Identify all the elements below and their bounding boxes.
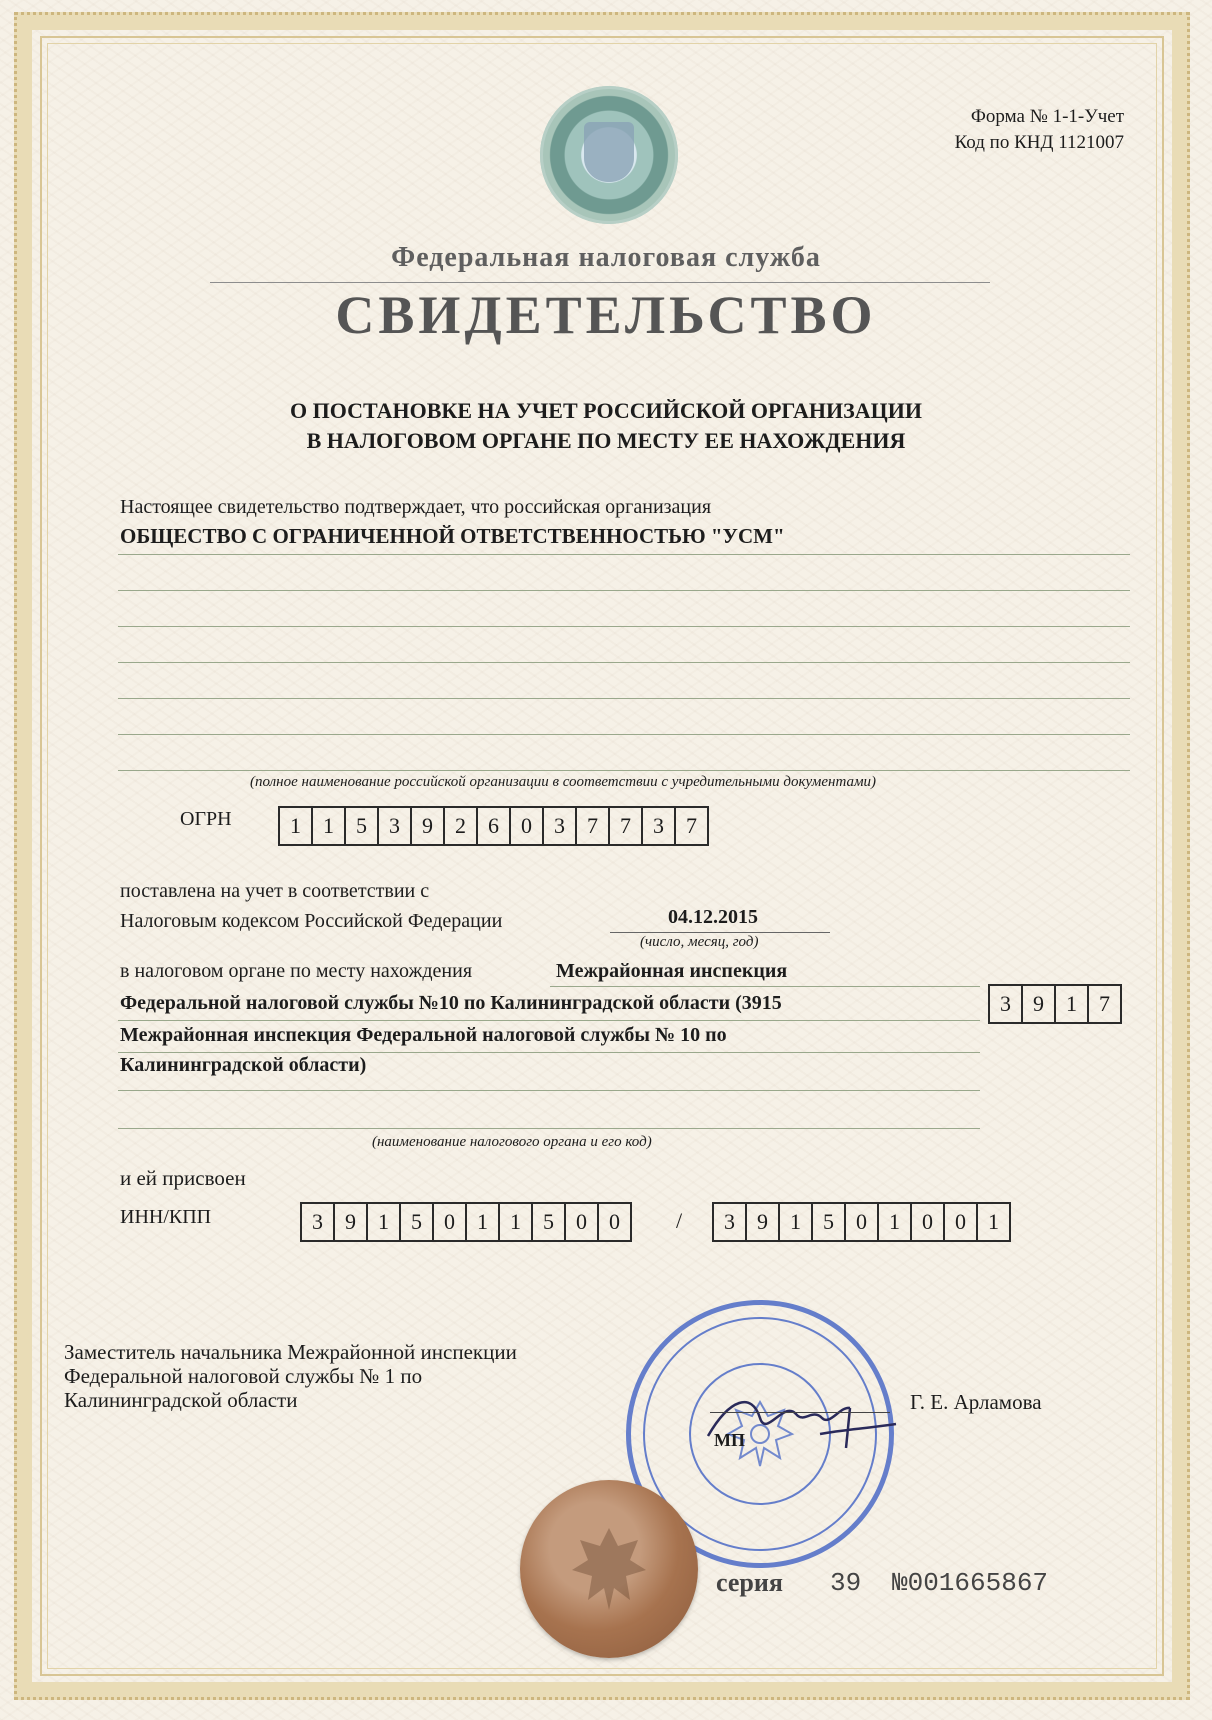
- authority-line4: Калининградской области): [120, 1054, 367, 1076]
- place-label: в налоговом органе по месту нахождения: [120, 960, 473, 982]
- date-line: [610, 932, 830, 933]
- ogrn-digit-cell: 5: [344, 806, 379, 846]
- coat-of-arms-icon: [584, 122, 634, 182]
- form-number: Форма № 1-1-Учет: [970, 106, 1124, 127]
- org-intro: Настоящее свидетельство подтверждает, что российская организация: [120, 496, 712, 518]
- authority-line1: Межрайонная инспекция: [556, 960, 788, 982]
- signatory-name: Г. Е. Арламова: [910, 1390, 1042, 1414]
- serial-number: №001665867: [892, 1568, 1049, 1598]
- inn-digit-cell: 0: [432, 1202, 467, 1242]
- assigned-label: и ей присвоен: [120, 1166, 246, 1190]
- serial-series: 39: [830, 1568, 862, 1598]
- tax-office-code-digit-cell: 9: [1021, 984, 1056, 1024]
- ogrn-digit-cell: 1: [311, 806, 346, 846]
- ogrn-digit-cell: 2: [443, 806, 478, 846]
- ogrn-digit-cell: 7: [575, 806, 610, 846]
- kpp-digit-cell: 0: [943, 1202, 978, 1242]
- page-title: СВИДЕТЕЛЬСТВО: [335, 285, 877, 345]
- tax-office-code-digit-cell: 3: [988, 984, 1023, 1024]
- org-line-5: [118, 698, 1130, 699]
- kpp-digit-cell: 1: [976, 1202, 1011, 1242]
- tax-office-code-digit-cell: 7: [1087, 984, 1122, 1024]
- ogrn-digit-cell: 7: [674, 806, 709, 846]
- org-line-3: [118, 626, 1130, 627]
- authority-rule-1: [550, 986, 980, 987]
- kpp-digit-cell: 1: [877, 1202, 912, 1242]
- authority-hint: (наименование налогового органа и его код): [372, 1134, 652, 1150]
- authority-rule-5: [118, 1128, 980, 1129]
- org-name: ОБЩЕСТВО С ОГРАНИЧЕННОЙ ОТВЕТСТВЕННОСТЬЮ "УСМ": [120, 524, 785, 548]
- tax-office-code-cells: [990, 984, 1122, 1024]
- ogrn-cells: [280, 806, 709, 846]
- org-name-hint: (полное наименование российской организации в соответствии с учредительными документами): [250, 774, 877, 790]
- subtitle-line2: В НАЛОГОВОМ ОРГАНЕ ПО МЕСТУ ЕЕ НАХОЖДЕНИЯ: [306, 428, 906, 453]
- ogrn-digit-cell: 7: [608, 806, 643, 846]
- kpp-cells: [714, 1202, 1011, 1242]
- kpp-digit-cell: 9: [745, 1202, 780, 1242]
- handwritten-signature: [700, 1378, 900, 1468]
- ogrn-digit-cell: 0: [509, 806, 544, 846]
- authority-rule-3: [118, 1052, 980, 1053]
- kpp-digit-cell: 0: [844, 1202, 879, 1242]
- hologram-emblem: [540, 86, 678, 224]
- org-line-6: [118, 734, 1130, 735]
- authority-line2: Федеральной налоговой службы №10 по Калининградской области (3915: [120, 992, 782, 1014]
- kpp-digit-cell: 5: [811, 1202, 846, 1242]
- registration-line2: Налоговым кодексом Российской Федерации: [120, 910, 503, 932]
- kpp-digit-cell: 1: [778, 1202, 813, 1242]
- ogrn-digit-cell: 1: [278, 806, 313, 846]
- ogrn-label: ОГРН: [180, 808, 232, 830]
- inn-digit-cell: 0: [564, 1202, 599, 1242]
- inn-digit-cell: 1: [498, 1202, 533, 1242]
- stamp-place-mark: МП: [714, 1430, 745, 1450]
- authority-rule-4: [118, 1090, 980, 1091]
- authority-rule-2: [118, 1020, 980, 1021]
- inn-digit-cell: 5: [531, 1202, 566, 1242]
- ogrn-digit-cell: 3: [542, 806, 577, 846]
- kpp-digit-cell: 0: [910, 1202, 945, 1242]
- date-hint: (число, месяц, год): [640, 934, 759, 950]
- service-name: Федеральная налоговая служба: [391, 242, 821, 273]
- registration-line1: поставлена на учет в соответствии с: [120, 880, 430, 902]
- ogrn-digit-cell: 9: [410, 806, 445, 846]
- inn-kpp-separator: /: [676, 1208, 683, 1233]
- inn-digit-cell: 3: [300, 1202, 335, 1242]
- org-line-7: [118, 770, 1130, 771]
- knd-code: Код по КНД 1121007: [954, 132, 1124, 153]
- org-line-4: [118, 662, 1130, 663]
- signature-line: [710, 1412, 890, 1413]
- inn-digit-cell: 0: [597, 1202, 632, 1242]
- serial-label: серия: [716, 1568, 783, 1597]
- org-line-1: [118, 554, 1130, 555]
- inn-digit-cell: 5: [399, 1202, 434, 1242]
- eagle-icon: [566, 1520, 652, 1616]
- inn-kpp-label: ИНН/КПП: [120, 1206, 212, 1228]
- inn-digit-cell: 9: [333, 1202, 368, 1242]
- inn-cells: [302, 1202, 632, 1242]
- ogrn-digit-cell: 3: [377, 806, 412, 846]
- signatory-line3: Калининградской области: [64, 1388, 298, 1412]
- registration-date: 04.12.2015: [668, 906, 758, 928]
- signatory-line2: Федеральной налоговой службы № 1 по: [64, 1364, 423, 1388]
- ogrn-digit-cell: 3: [641, 806, 676, 846]
- tax-office-code-digit-cell: 1: [1054, 984, 1089, 1024]
- ogrn-digit-cell: 6: [476, 806, 511, 846]
- org-line-2: [118, 590, 1130, 591]
- authority-line3: Межрайонная инспекция Федеральной налоговой службы № 10 по: [120, 1024, 727, 1046]
- kpp-digit-cell: 3: [712, 1202, 747, 1242]
- header-rule: [210, 282, 990, 283]
- inn-digit-cell: 1: [366, 1202, 401, 1242]
- subtitle-line1: О ПОСТАНОВКЕ НА УЧЕТ РОССИЙСКОЙ ОРГАНИЗАЦИИ: [290, 398, 922, 423]
- signatory-line1: Заместитель начальника Межрайонной инспекции: [64, 1340, 517, 1364]
- inn-digit-cell: 1: [465, 1202, 500, 1242]
